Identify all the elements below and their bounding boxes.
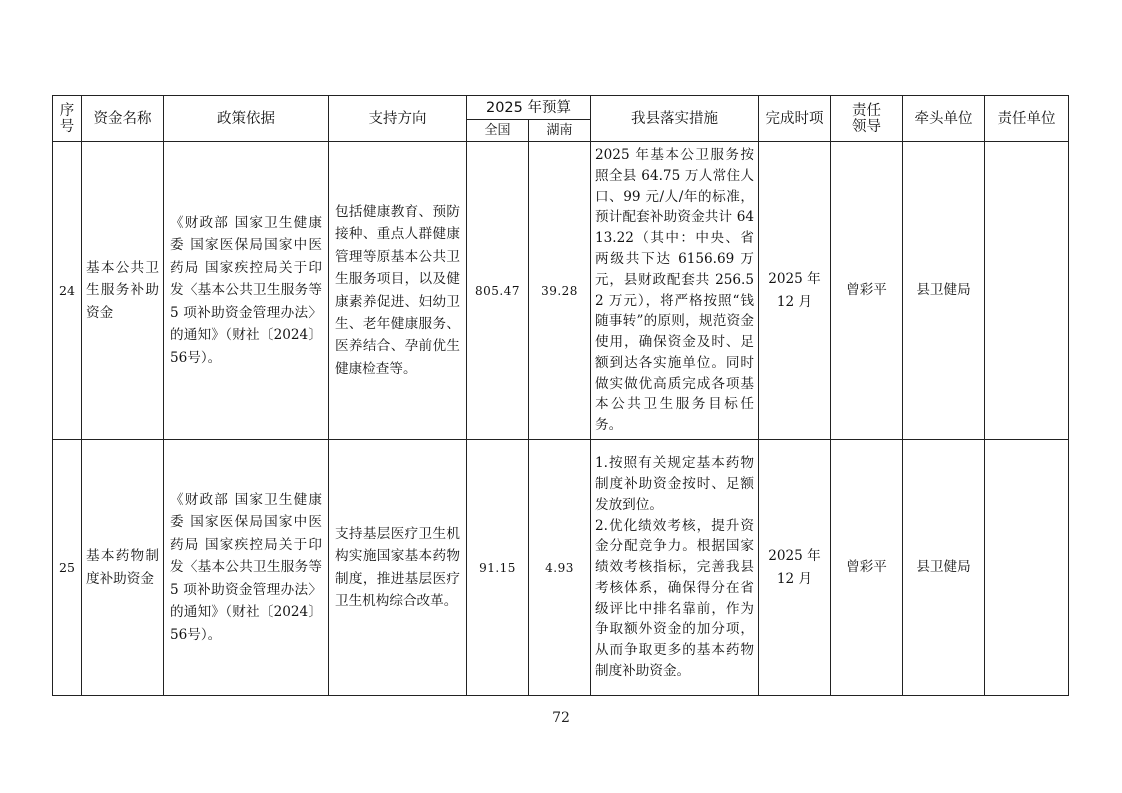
header-responsible-leader: 责任 领导 bbox=[831, 96, 903, 142]
header-lead-unit: 牵头单位 bbox=[903, 96, 985, 142]
row-county-measures: 2025 年基本公卫服务按照全县 64.75 万人常住人口、99 元/人/年的标准，预计配套补助资金共计 6413.22（其中：中央、省两级共下达 6156.69 万元，县财政配套共 256.52 万元），将严格按照“钱随事转”的原则，规范资金使用，确保资金及时、足额到达各实施单位。同时做实做优高质完成各项基本公共卫生服务目标任务。 bbox=[591, 142, 759, 440]
row-support-direction: 包括健康教育、预防接种、重点人群健康管理等原基本公共卫生服务项目，以及健康素养促进、妇幼卫生、老年健康服务、医养结合、孕前优生健康检查等。 bbox=[329, 142, 467, 440]
row-budget-hunan: 4.93 bbox=[529, 440, 591, 696]
row-support-direction: 支持基层医疗卫生机构实施国家基本药物制度，推进基层医疗卫生机构综合改革。 bbox=[329, 440, 467, 696]
header-budget-hunan: 湖南 bbox=[529, 120, 591, 142]
table-row bbox=[53, 142, 1069, 440]
header-fund-name: 资金名称 bbox=[82, 96, 164, 142]
header-budget-national: 全国 bbox=[467, 120, 529, 142]
row-responsible-leader: 曾彩平 bbox=[831, 142, 903, 440]
row-fund-name: 基本公共卫生服务补助资金 bbox=[82, 142, 164, 440]
header-seq: 序 号 bbox=[53, 96, 82, 142]
header-county-measures: 我县落实措施 bbox=[591, 96, 759, 142]
row-fund-name: 基本药物制度补助资金 bbox=[82, 440, 164, 696]
row-budget-national: 91.15 bbox=[467, 440, 529, 696]
measure-item-1: 1.按照有关规定基本药物制度补助资金按时、足额发放到位。 bbox=[595, 455, 754, 513]
header-responsible-unit: 责任单位 bbox=[985, 96, 1069, 142]
row-responsible-leader: 曾彩平 bbox=[831, 440, 903, 696]
row-budget-national: 805.47 bbox=[467, 142, 529, 440]
header-support-direction: 支持方向 bbox=[329, 96, 467, 142]
funding-table bbox=[52, 95, 1069, 696]
row-completion-time: 2025 年 12 月 bbox=[759, 440, 831, 696]
page-number: 72 bbox=[552, 710, 570, 726]
row-policy-basis: 《财政部 国家卫生健康委 国家医保局国家中医药局 国家疾控局关于印发〈基本公共卫生服务等 5 项补助资金管理办法〉的通知》（财社〔2024〕56号）。 bbox=[164, 142, 329, 440]
row-policy-basis: 《财政部 国家卫生健康委 国家医保局国家中医药局 国家疾控局关于印发〈基本公共卫生服务等 5 项补助资金管理办法〉的通知》（财社〔2024〕56号）。 bbox=[164, 440, 329, 696]
row-responsible-unit bbox=[985, 142, 1069, 440]
header-budget-2025: 2025 年预算 bbox=[467, 96, 591, 120]
row-lead-unit: 县卫健局 bbox=[903, 142, 985, 440]
row-budget-hunan: 39.28 bbox=[529, 142, 591, 440]
row-completion-time: 2025 年 12 月 bbox=[759, 142, 831, 440]
row-lead-unit: 县卫健局 bbox=[903, 440, 985, 696]
header-policy-basis: 政策依据 bbox=[164, 96, 329, 142]
row-responsible-unit bbox=[985, 440, 1069, 696]
table-header bbox=[53, 96, 1069, 142]
table-row bbox=[53, 440, 1069, 696]
measure-item-2: 2.优化绩效考核，提升资金分配竞争力。根据国家绩效考核指标，完善我县考核体系，确保得分在省级评比中排名靠前，作为争取额外资金的加分项，从而争取更多的基本药物制度补助资金。 bbox=[595, 517, 754, 680]
row-county-measures bbox=[591, 440, 759, 696]
row-seq: 25 bbox=[53, 440, 82, 696]
row-seq: 24 bbox=[53, 142, 82, 440]
header-completion-time: 完成时项 bbox=[759, 96, 831, 142]
